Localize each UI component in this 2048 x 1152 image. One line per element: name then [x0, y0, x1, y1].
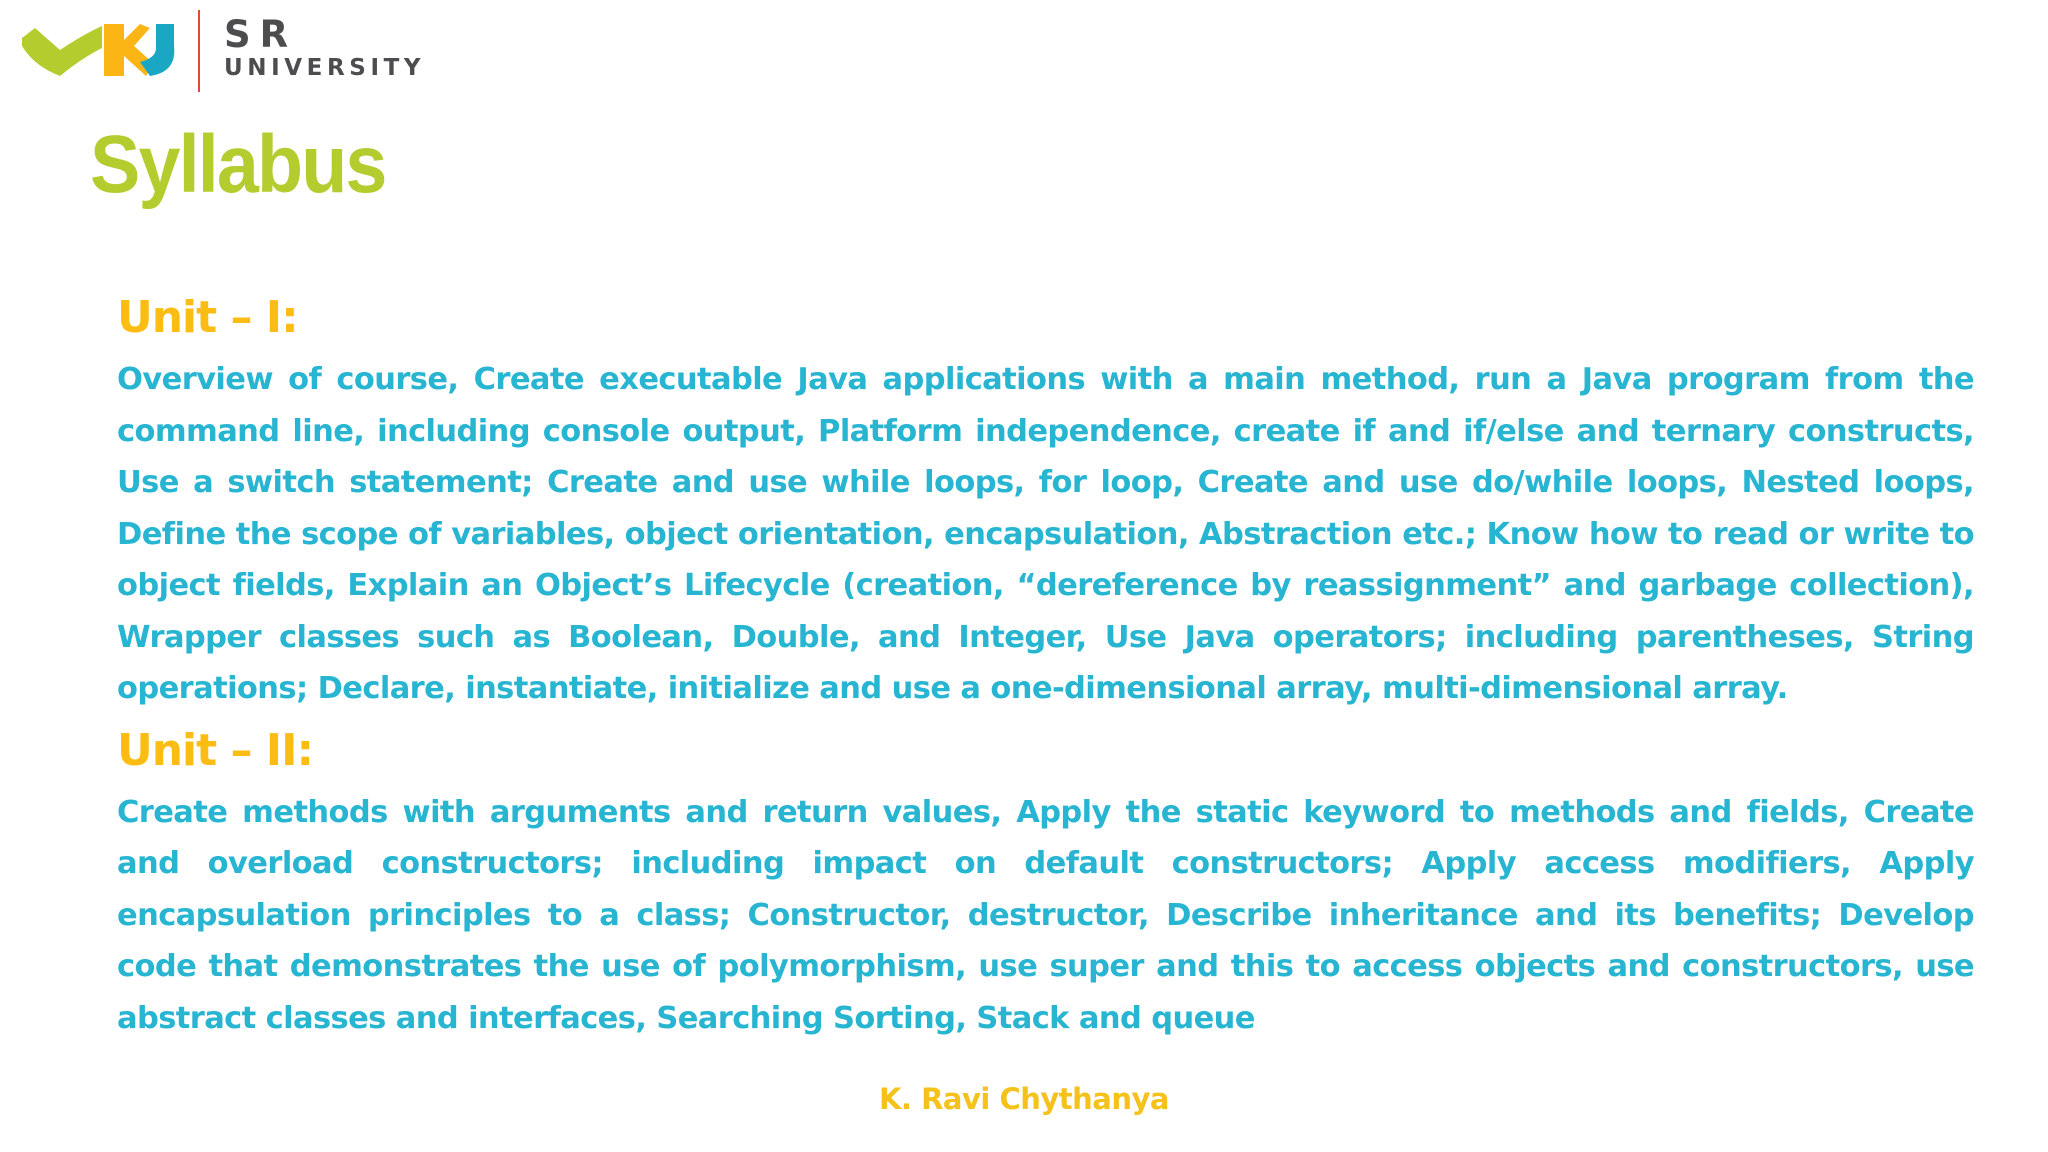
unit-1-heading: Unit – I:: [117, 292, 298, 343]
unit-1-section: [117, 282, 1974, 715]
logo-green-tail: [60, 26, 102, 76]
slide-title: Syllabus: [90, 119, 386, 210]
sru-logo-mark-icon: [22, 24, 177, 76]
footer-author: K. Ravi Chythanya: [879, 1082, 1169, 1116]
syllabus-content: [117, 282, 1974, 1044]
logo-green-shape: [22, 28, 60, 76]
unit-1-body: Overview of course, Create executable Java applications with a main method, run a Java program from the command line, including console output, Platform independence, create if and if/else and ternary constructs, Use a switch statement; Create and use while loops, for loop, Create and use do/while loops, Nested loops, Define the scope of variables, object orientation, encapsulation, Abstraction etc.; Know how to read or write to object fields, Explain an Object’s Lifecycle (creation, “dereference by reassignment” and garbage collection), Wrapper classes such as Boolean, Double, and Integer, Use Java operators; including parentheses, String operations; Declare, instantiate, initialize and use a one-dimensional array, multi-dimensional array.: [117, 362, 1974, 706]
unit-2-heading: Unit – II:: [117, 724, 314, 776]
logo-text-sr: SR: [224, 13, 298, 56]
logo-text-university: UNIVERSITY: [224, 55, 426, 81]
unit-2-body: Create methods with arguments and return values, Apply the static keyword to methods and fields, Create and overload constructors; including impact on default constructors; Apply access modifiers, Apply encapsulation principles to a class; Constructor, destructor, Describe inheritance and its benefits; Develop code that demonstrates the use of polymorphism, use super and this to access objects and constructors, use abstract classes and interfaces, Searching Sorting, Stack and queue: [117, 794, 1974, 1036]
logo-divider: [198, 10, 200, 92]
unit-2-section: [117, 715, 1974, 1045]
university-logo: [22, 10, 442, 92]
